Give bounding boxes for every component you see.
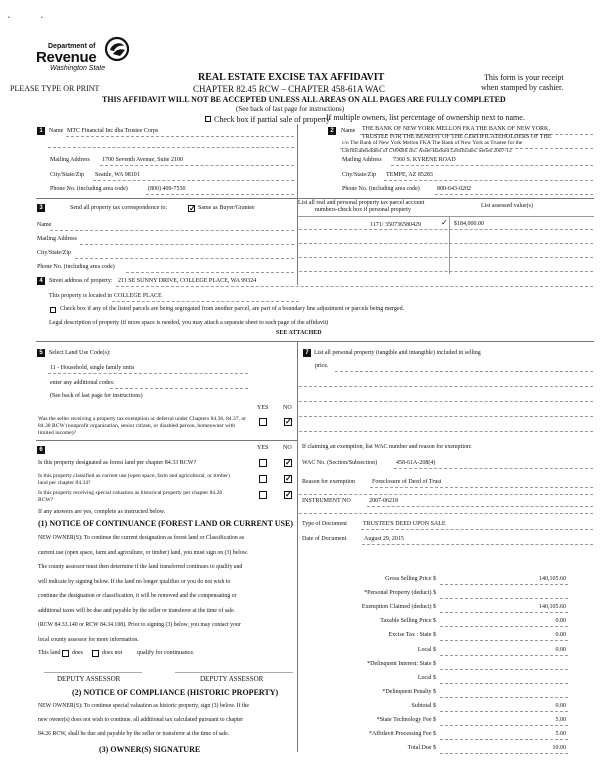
calc-underline (440, 612, 568, 613)
parcel-header-2: numbers-check box if personal property (315, 207, 411, 213)
cont_lines-line: NEW OWNER(S): To continue the current designation as forest land or Classification as (38, 535, 245, 541)
reason[interactable]: Foreclosure of Deed of Trust (372, 479, 442, 485)
comp_lines-line: NEW OWNER(S): To continue special valuation as historic property, sign (3) below. If the (38, 703, 249, 709)
land-use-yes-header: YES (257, 405, 269, 411)
seller-city-label: City/State/Zip (50, 172, 84, 178)
historic-question: Is this property receiving special valuation as historical property per chapter 84.26 RCW? (38, 490, 223, 503)
calc-label: *Affidavit Processing Fee $ (368, 731, 436, 738)
seller-name-label: Name (49, 128, 64, 134)
owner-signature-title: (3) OWNER(S) SIGNATURE (99, 745, 201, 754)
calc-underline (440, 669, 568, 670)
calc-label: Excise Tax : State $ (388, 632, 436, 639)
land-use-label: Select Land Use Code(s): (49, 350, 111, 356)
forest-land-question: Is this property designated as forest land per chapter 84.33 RCW? (38, 460, 197, 466)
tax-mailing-label: Mailing Address (37, 236, 77, 242)
calc-value[interactable]: 140,105.60 (539, 604, 566, 611)
deputy-assessor-1: DEPUTY ASSESSOR (57, 675, 121, 683)
calc-label: Local $ (417, 674, 436, 681)
seller-name[interactable]: MTC Financial Inc dba Trustee Corps (67, 128, 159, 134)
land-use-no-header: NO (283, 405, 292, 411)
value-header: List assessed value(s) (481, 203, 533, 209)
calc-value[interactable]: 0.00 (555, 702, 566, 709)
calc-label: *State Technology Fee $ (376, 717, 436, 723)
calc-label: *Personal Property (deduct) $ (364, 590, 436, 597)
qualify-label: qualify for continuance. (137, 650, 195, 656)
tax-city-label: City/State/Zip (37, 250, 71, 256)
parcel-header-1: List all real and personal property tax parcel account (298, 200, 425, 206)
calc-label: Local $ (417, 646, 436, 653)
historic-no-checkbox[interactable] (284, 491, 292, 499)
section-7-badge: 7 (303, 349, 311, 357)
calc-value[interactable]: 0.00 (555, 646, 566, 653)
current-use-question: Is this property classified as current use (open space, farm and agricultural, or timber) land per chapter 84.34? (38, 473, 230, 486)
please-type: PLEASE TYPE OR PRINT (10, 84, 100, 93)
cont_lines-line: The county assessor must then determine if the land transferred continues to qualify and (38, 564, 243, 570)
calc-value[interactable]: 140,105.60 (539, 576, 566, 582)
forest-yes-checkbox[interactable] (259, 459, 267, 467)
seller-phone-label: Phone No. (including area code) (50, 186, 128, 192)
same-as-buyer-label: Same as Buyer/Grantee (198, 205, 255, 211)
section-5-badge: 5 (37, 349, 45, 357)
doc-date[interactable]: August 29, 2015 (364, 536, 404, 542)
seller-phone[interactable]: (800) 409-7530 (148, 186, 186, 192)
deferral-no-checkbox[interactable] (284, 418, 292, 426)
segregated-checkbox[interactable] (50, 307, 56, 313)
buyer-phone-label: Phone No. (including area code) (342, 186, 420, 192)
buyer-city[interactable]: TEMPE, AZ 85283 (386, 172, 433, 178)
buyer-name-line1[interactable]: THE BANK OF NEW YORK MELLON FKA THE BANK OF NEW YORK, (362, 126, 550, 132)
calc-underline (440, 683, 568, 684)
personal-property-price: price. (315, 363, 329, 369)
calc-value[interactable]: 0.00 (555, 632, 566, 639)
deputy-assessor-2: DEPUTY ASSESSOR (200, 675, 264, 683)
dept-line1: Department of (48, 43, 96, 50)
calc-value[interactable]: 5.00 (555, 731, 566, 738)
this-land-label: This land (38, 650, 61, 656)
calc-label: Taxable Selling Price $ (380, 618, 436, 625)
doc-type[interactable]: TRUSTEE'S DEED UPON SALE (363, 521, 446, 527)
cont_lines-line: continue the designation or classification, it will be removed and the compensating or (38, 593, 237, 599)
section-2-badge: 2 (328, 127, 336, 135)
partial-sale-label: Check box if partial sale of property (214, 115, 330, 124)
calc-value[interactable]: 5.00 (555, 717, 566, 723)
land-use-see-back: (See back of last page for instructions) (50, 393, 143, 399)
dept-line3: Washington State (50, 65, 106, 72)
seller-mailing[interactable]: 1700 Seventh Avenue, Suite 2100 (102, 157, 184, 163)
calc-underline (440, 697, 568, 698)
buyer-name-line3[interactable]: c/o The Bank of New York Mellon FKA The Bank of New York as Trustee for the (342, 140, 523, 146)
receipt-line2: when stamped by cashier. (481, 83, 564, 92)
same-as-buyer-checkbox[interactable] (188, 205, 195, 212)
forest-no-checkbox[interactable] (284, 459, 292, 467)
land-use-code[interactable]: 11 - Household, single family units (50, 365, 135, 371)
dept-line2: Revenue (36, 49, 97, 66)
section-6-badge: 6 (37, 446, 45, 454)
wac-number[interactable]: 458-61A-208(4) (396, 460, 436, 466)
dor-logo-icon (104, 36, 130, 62)
located-in-label: This property is located in (49, 293, 112, 299)
calc-label: Gross Selling Price $ (385, 576, 436, 582)
chapter-line: CHAPTER 82.45 RCW – CHAPTER 458-61A WAC (193, 84, 385, 94)
see-attached[interactable]: SEE ATTACHED (276, 330, 322, 336)
instrument-number[interactable]: 2007-06218 (369, 498, 398, 504)
additional-codes-label: enter any additional codes: (50, 380, 115, 386)
calc-value[interactable]: 0.00 (555, 618, 566, 625)
seller-mailing-label: Mailing Address (50, 157, 90, 163)
located-in[interactable]: COLLEGE PLACE (114, 293, 162, 299)
see-back-header: (See back of last page for instructions) (236, 105, 345, 113)
calc-value[interactable]: 10.00 (552, 745, 566, 752)
cont_lines-line: will indicate by signing below. If the land no longer qualifies or you do not wish to (38, 578, 231, 585)
buyer-name-line4[interactable]: Certificateholders of CWABS Inc. Asset-Backed Certificates, Series 2007-12 (342, 148, 512, 152)
segregated-label: Check box if any of the listed parcels are being segregated from another parcel, are part of a boundary line adjustment or parcels being merged. (60, 306, 405, 312)
tax-phone-label: Phone No. (including area code) (37, 264, 115, 270)
cont_lines-line: additional taxes will be due and payable by the seller or transferor at the time of sale. (38, 607, 236, 614)
tax-corr-label: Send all property tax correspondence to: (70, 205, 168, 211)
calc-label: Exemption Claimed (deduct) $ (361, 604, 436, 611)
wac-label: WAC No. (Section/Subsection) (302, 460, 378, 466)
calc-underline (440, 598, 568, 599)
doc-date-label: Date of Document (302, 536, 347, 542)
legal-description-label: Legal description of property (if more space is needed, you may attach a separate sheet to each page of the affidavit) (49, 320, 329, 326)
section-3-badge: 3 (37, 204, 45, 212)
section6-no-header: NO (283, 445, 292, 451)
calc-label: Total Due $ (407, 745, 436, 752)
current-use-yes-checkbox[interactable] (259, 475, 267, 483)
calc-label: Subtotal $ (411, 702, 436, 709)
historic-yes-checkbox[interactable] (259, 491, 267, 499)
calc-label: *Delinquent Penalty $ (382, 688, 436, 695)
partial-sale-checkbox[interactable] (205, 116, 211, 122)
current-use-no-checkbox[interactable] (284, 475, 292, 483)
parcel-number[interactable]: 1171/ 350736580429 (370, 222, 421, 228)
deferral-yes-checkbox[interactable] (259, 418, 267, 426)
does-checkbox[interactable] (62, 650, 69, 657)
buyer-name-line2[interactable]: TRUSTEE FOR THE BENEFIT OF THE CERTIFICATEHOLDERS OF THE (362, 134, 552, 138)
street-label: Street address of property: (49, 278, 113, 284)
does-not-label: does not (102, 650, 123, 656)
seller-city[interactable]: Seattle, WA 98101 (95, 172, 140, 178)
calc-underline (440, 753, 568, 754)
section6-yes-header: YES (257, 445, 269, 451)
buyer-phone[interactable]: 800-643-0202 (437, 186, 471, 192)
compliance-title: (2) NOTICE OF COMPLIANCE (HISTORIC PROPERTY) (72, 688, 279, 697)
if-yes-note: If any answers are yes, complete as instructed below. (38, 509, 166, 515)
exemption-deferral-question: Was the seller receiving a property tax exemption or deferral under Chapters 84.36, 84.37, or 84.38 RCW (nonprofit organization, senior citizen, or disabled person, homeowner with limited income)? (38, 416, 247, 436)
calc-underline (440, 739, 568, 740)
instrument-label: INSTRUMENT NO (302, 498, 351, 504)
scan-mark: • • · (8, 16, 46, 21)
street-address[interactable]: 211 SE SUNNY DRIVE, COLLEGE PLACE, WA 99324 (118, 278, 257, 284)
exemption-label: If claiming an exemption, list WAC number and reason for exemption: (302, 444, 472, 450)
tax-name-label: Name (37, 222, 52, 228)
calc-underline (440, 584, 568, 585)
personal-property-label: List all personal property (tangible and intangible) included in selling (314, 350, 481, 356)
buyer-city-label: City/State/Zip (342, 172, 376, 178)
comp_lines-line: new owner(s) does not wish to continue, all additional tax calculated pursuant to chapter (38, 717, 244, 723)
personal-property-check-icon[interactable]: ✓ (441, 218, 448, 227)
assessed-value[interactable]: $184,000.00 (454, 221, 484, 227)
cont_lines-line: (RCW 84.33.140 or RCW 84.34.108). Prior to signing (3) below, you may contact your (38, 622, 241, 628)
calc-underline (440, 711, 568, 712)
reason-label: Reason for exemption (302, 479, 355, 485)
calc-underline (440, 626, 568, 627)
calc-underline (440, 655, 568, 656)
cont_lines-line: local county assessor for more information. (38, 636, 139, 643)
calc-underline (440, 725, 568, 726)
comp_lines-line: 84.26 RCW, shall be due and payable by the seller or transferor at the time of sale. (38, 731, 230, 737)
section-1-badge: 1 (37, 127, 45, 135)
does-label: does (72, 650, 83, 656)
form-title: REAL ESTATE EXCISE TAX AFFIDAVIT (198, 72, 385, 83)
receipt-line1: This form is your receipt (484, 73, 564, 82)
buyer-mailing[interactable]: 7360 S. KYRENE ROAD (393, 157, 456, 163)
section-4-badge: 4 (37, 277, 45, 285)
doc-type-label: Type of Document (302, 521, 347, 527)
continuance-title: (1) NOTICE OF CONTINUANCE (FOREST LAND OR CURRENT USE) (38, 519, 293, 528)
does-not-checkbox[interactable] (92, 650, 99, 657)
cont_lines-line: current use (open space, farm and agriculture, or timber) land, you must sign on (3) below. (38, 549, 249, 556)
calc-underline (440, 640, 568, 641)
multiple-owners-note: If multiple owners, list percentage of ownership next to name. (326, 113, 525, 122)
warning-line: THIS AFFIDAVIT WILL NOT BE ACCEPTED UNLESS ALL AREAS ON ALL PAGES ARE FULLY COMPLETED (102, 95, 506, 104)
buyer-name-label: Name (341, 128, 356, 134)
calc-label: *Delinquent Interest: State $ (367, 660, 436, 667)
buyer-mailing-label: Mailing Address (342, 157, 382, 163)
